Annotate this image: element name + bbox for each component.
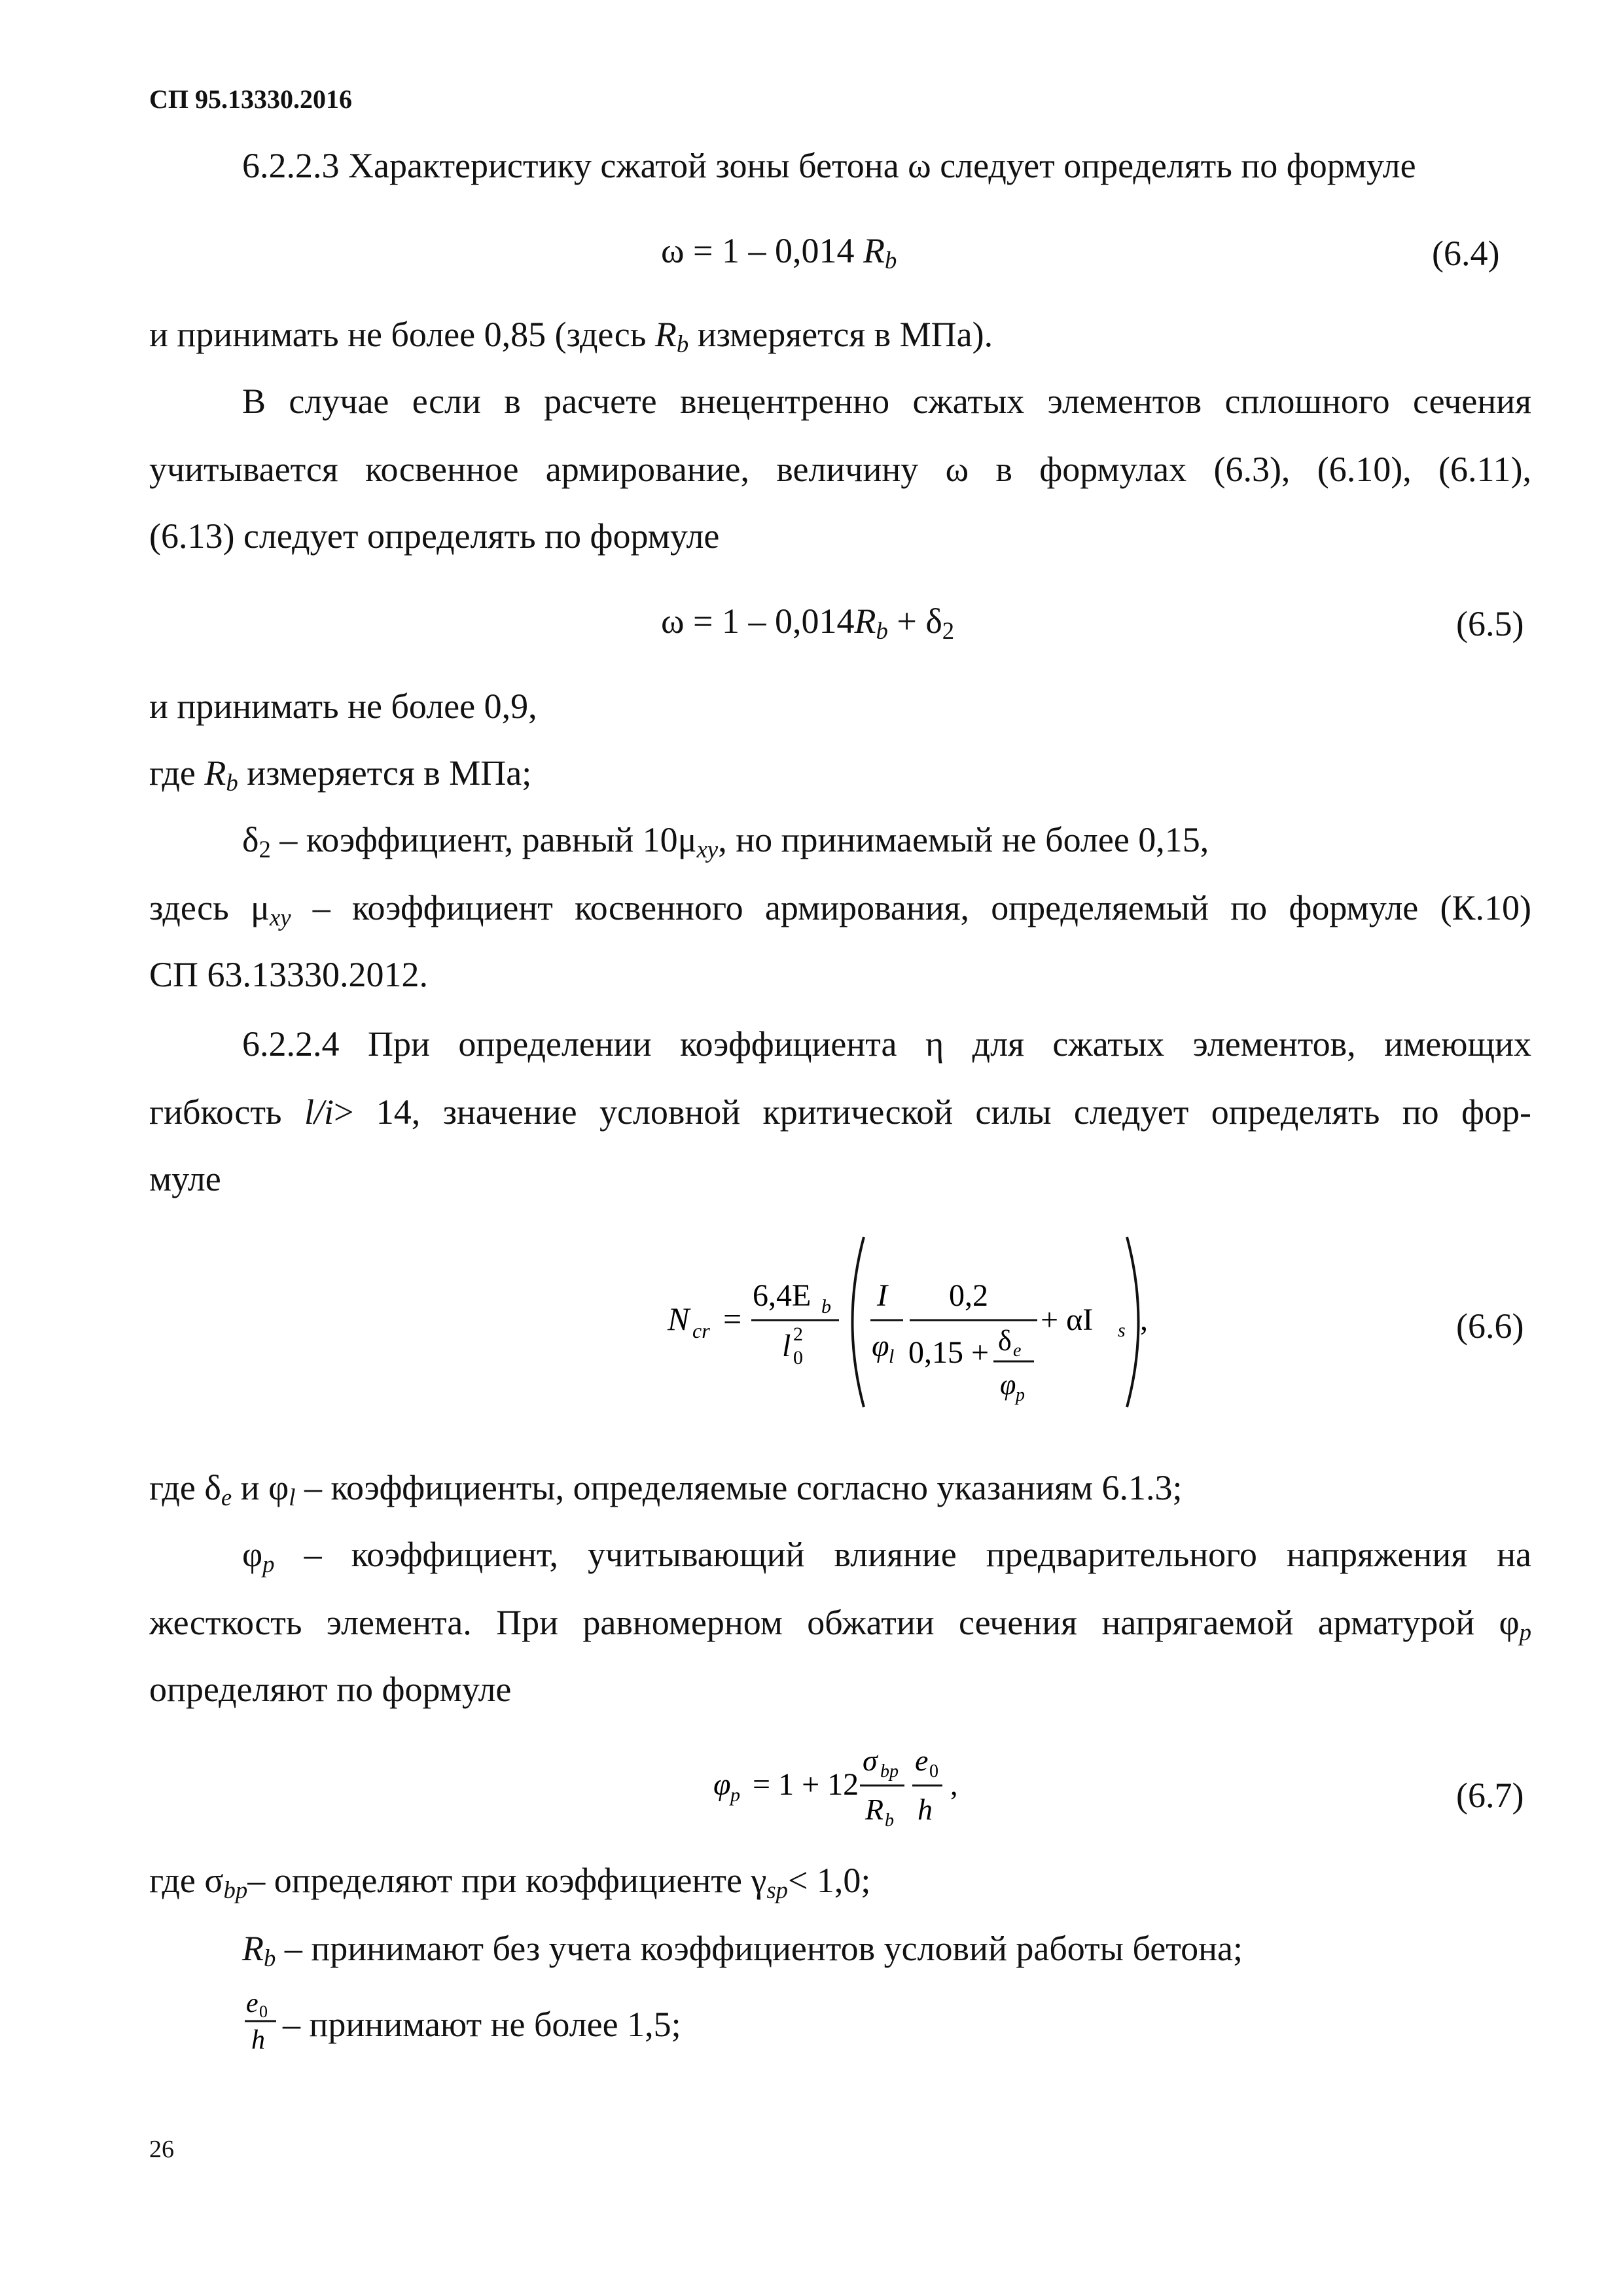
sigma-bp-symbol: σ — [863, 1744, 878, 1777]
alpha-is-term: + αI — [1041, 1302, 1094, 1337]
delta-e-subscript: e — [1013, 1340, 1022, 1361]
right-bracket — [1127, 1237, 1139, 1407]
page-number: 26 — [149, 2136, 174, 2163]
formula-6-7-rhs: = 1 + 12 — [753, 1767, 859, 1802]
paragraph-phi-p-line2: жесткость элемента. При равномерном обжатии сечения напрягаемой арматурой $\varphi_p$ — [149, 1603, 1531, 1646]
phi-l-symbol: φ — [872, 1329, 889, 1363]
paragraph-indirect-reinforcement-line3: (6.13) следует определять по формуле — [149, 516, 720, 556]
paragraph-sp-reference: СП 63.13330.2012. — [149, 955, 429, 994]
delta-e-symbol: δ — [998, 1325, 1012, 1357]
formula-6-5: $\omega = 1 - 0,014R_b + \delta_2$ — [661, 601, 955, 645]
e0-subscript: 0 — [929, 1761, 938, 1782]
paragraph-limit-09: и принимать не более 0,9, — [149, 687, 537, 726]
section-6-2-2-4-line2: гибкость l/i> 14, значение условной критической силы следует определять по фор- — [149, 1092, 1531, 1132]
formula-6-4: ω = 1 – 0,014 $R_b$ — [661, 231, 897, 274]
formula-number-6-4: (6.4) — [1432, 234, 1500, 273]
phi-l-subscript: l — [889, 1346, 895, 1367]
ncr-symbol: N — [668, 1300, 690, 1337]
phi-p-lhs-subscript: p — [730, 1784, 740, 1806]
formula-number-6-7: (6.7) — [1456, 1776, 1524, 1815]
paragraph-indirect-reinforcement-line1: В случае если в расчете внецентренно сжатых элементов сплошного сечения — [242, 382, 1531, 421]
phi-p-lhs: φ — [713, 1767, 731, 1802]
sigma-bp-subscript: bp — [880, 1761, 899, 1782]
l0-subscript: 0 — [793, 1347, 803, 1369]
equals-sign: = — [723, 1300, 742, 1337]
paragraph-rb-note: $R_b$ – принимают без учета коэффициентов условий работы бетона; — [242, 1929, 1243, 1972]
l0-symbol: l — [782, 1329, 791, 1363]
denominator-015: 0,15 + — [908, 1335, 990, 1370]
paragraph-muxy-definition: здесь $\mu_{xy}$ – коэффициент косвенного армирования, определяемый по формуле (К.10) — [149, 888, 1531, 931]
e0-inline-subscript: 0 — [259, 2002, 268, 2021]
section-6-2-2-4-line3: муле — [149, 1159, 221, 1198]
l0-superscript: 2 — [793, 1323, 803, 1345]
h-symbol: h — [918, 1793, 933, 1826]
e0-h-limit-text: – принимают не более 1,5; — [283, 2005, 681, 2044]
paragraph-delta2-definition: $\delta_2$ – коэффициент, равный $10\mu_{xy}$, но принимаемый не более 0,15, — [242, 820, 1209, 863]
section-6-2-2-3-intro: 6.2.2.3 Характеристику сжатой зоны бетона ω следует определять по формуле — [242, 146, 1416, 185]
paragraph-delta-phi-coefficients: где $\delta_e$ и $\varphi_l$ – коэффициенты, определяемые согласно указаниям 6.1.3; — [149, 1468, 1183, 1511]
paragraph-limit-085: и принимать не более 0,85 (здесь $R_b$ измеряется в МПа). — [149, 315, 993, 358]
formula-comma: , — [1140, 1302, 1148, 1337]
rb-symbol: R — [865, 1793, 884, 1826]
phi-p-symbol: φ — [1000, 1369, 1016, 1401]
formula-6-7-comma: , — [950, 1768, 958, 1801]
e0-inline-symbol: e — [246, 1988, 259, 2018]
section-6-2-2-4-line1: 6.2.2.4 При определении коэффициента η для сжатых элементов, имеющих — [242, 1024, 1531, 1064]
formula-6-6 — [654, 1217, 1152, 1427]
phi-p-subscript: p — [1016, 1385, 1025, 1405]
numerator-02: 0,2 — [949, 1278, 988, 1313]
paragraph-indirect-reinforcement-line2: учитывается косвенное армирование, величину ω в формулах (6.3), (6.10), (6.11), — [149, 450, 1531, 489]
e0-symbol: e — [915, 1744, 929, 1777]
paragraph-rb-units: где $R_b$ измеряется в МПа; — [149, 753, 532, 797]
coef-numerator: 6,4E — [753, 1278, 812, 1313]
h-inline-symbol: h — [251, 2025, 265, 2055]
document-code: СП 95.13330.2016 — [149, 84, 352, 114]
formula-number-6-6: (6.6) — [1456, 1306, 1524, 1346]
paragraph-phi-p-line1: $\varphi_p$ – коэффициент, учитывающий влияние предварительного напряжения на — [242, 1535, 1531, 1578]
rb-subscript: b — [885, 1810, 894, 1831]
moment-inertia-symbol: I — [877, 1278, 887, 1313]
paragraph-sigma-bp: где $\sigma_{bp}-$ определяют при коэффициенте $\gamma_{sp}< 1,0$; — [149, 1861, 871, 1904]
formula-6-7 — [707, 1728, 995, 1846]
coef-numerator-sub: b — [821, 1296, 831, 1318]
left-bracket — [853, 1237, 865, 1407]
paragraph-phi-p-line3: определяют по формуле — [149, 1670, 512, 1709]
ncr-subscript: cr — [692, 1319, 710, 1342]
e0-over-h-fraction — [242, 1983, 288, 2055]
is-subscript: s — [1118, 1319, 1126, 1341]
formula-number-6-5: (6.5) — [1456, 604, 1524, 643]
